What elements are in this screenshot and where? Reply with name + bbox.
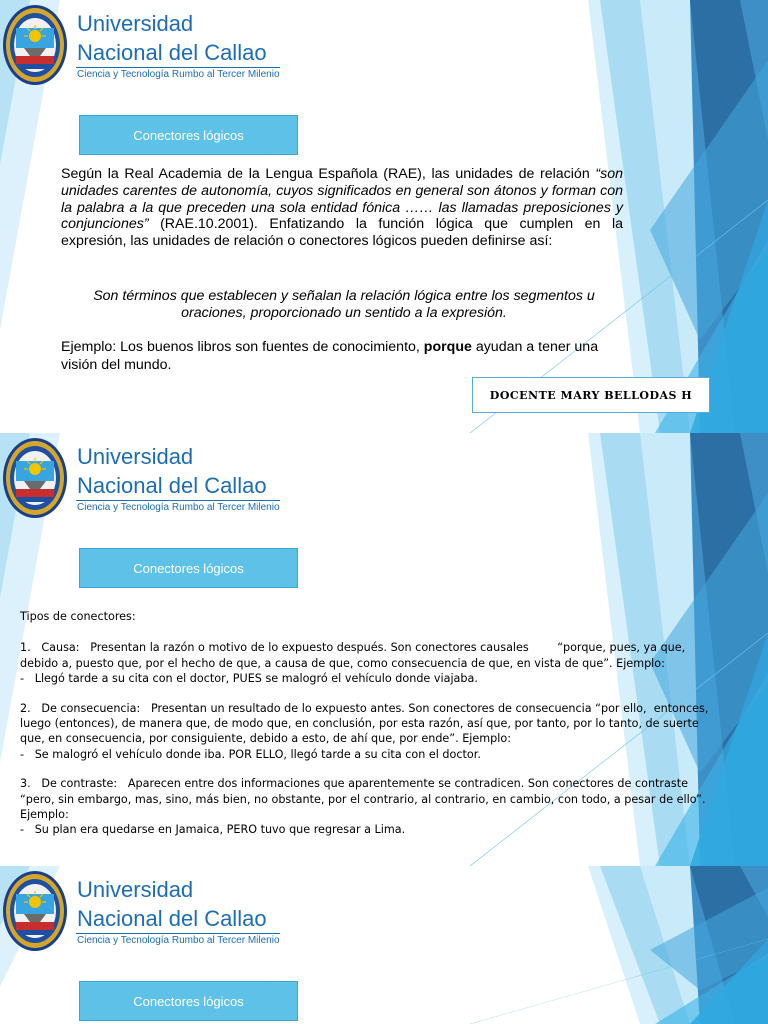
example-connector: porque: [423, 339, 472, 355]
example-rest: ayudan a tener una visión del mundo.: [61, 339, 599, 373]
slide-title-box: Conectores lógicos: [79, 981, 298, 1021]
causa-line: debido a, puesto que, por el hecho de que, a causa de que, como consecuencia de que, en vista de que”. Ejemplo:: [20, 656, 665, 670]
university-name-line1: Universidad: [77, 11, 194, 36]
contraste-line: “pero, sin embargo, mas, sino, más bien, no obstante, por el contrario, al contrario, en cambio, con todo, a pesar de ello”.: [20, 792, 706, 806]
university-name-line2: Nacional del Callao: [77, 906, 267, 931]
contraste-example: - Su plan era quedarse en Jamaica, PERO tuvo que regresar a Lima.: [20, 823, 406, 837]
slide-title-box: Conectores lógicos: [79, 548, 298, 588]
slide-3: [0, 866, 768, 1024]
slide-2: [0, 433, 768, 866]
example-label: Ejemplo: Los buenos libros son fuentes de conocimiento,: [61, 339, 424, 355]
consecuencia-line: que, en consecuencia, por consiguiente, debido a esto, de ahí que, por ende”. Ejemplo:: [20, 732, 511, 746]
consecuencia-line: luego (entonces), de manera que, de modo que, en conclusión, por esta razón, así que, por tanto, por lo tanto, de suerte: [20, 717, 699, 731]
causa-line: 1. Causa: Presentan la razón o motivo de lo expuesto después. Son conectores causales “porque, pues, ya que,: [20, 641, 686, 655]
contraste-line: Ejemplo:: [20, 808, 69, 822]
example-text: [61, 339, 631, 374]
docente-label: DOCENTE MARY BELLODAS H: [472, 377, 710, 413]
consecuencia-example: - Se malogró el vehículo donde iba. POR ELLO, llegó tarde a su cita con el doctor.: [20, 747, 481, 761]
university-tagline: Ciencia y Tecnología Rumbo al Tercer Milenio: [77, 935, 280, 946]
university-name-line2: Nacional del Callao: [77, 40, 267, 65]
title-underline: [76, 933, 280, 934]
intro-quote: “son unidades carentes de autonomía, cuyos significados en general son átonos y forman con la palabra a la que preceden una sola entidad fónica …… las llamadas preposiciones y conjunciones”: [61, 166, 623, 233]
intro-text-b: (RAE.10.2001). Enfatizando la función lógica que cumplen en la expresión, las unidades de relación o conectores lógicos pueden definirse así:: [61, 216, 623, 250]
university-tagline: Ciencia y Tecnología Rumbo al Tercer Milenio: [77, 69, 280, 80]
types-heading: Tipos de conectores:: [20, 610, 136, 623]
slide-1: [0, 0, 768, 433]
slide-title-box: Conectores lógicos: [79, 115, 298, 155]
university-name-line1: Universidad: [77, 877, 194, 902]
university-seal-icon: [2, 437, 68, 519]
intro-paragraph: [61, 166, 623, 250]
university-name-line2: Nacional del Callao: [77, 473, 267, 498]
university-seal-icon: [2, 870, 68, 952]
connector-types-list: [20, 609, 740, 838]
university-tagline: Ciencia y Tecnología Rumbo al Tercer Milenio: [77, 502, 280, 513]
definition-text: Son términos que establecen y señalan la relación lógica entre los segmentos u oraciones, proporcionado un sentido a la expresión.: [93, 288, 595, 321]
title-underline: [76, 67, 280, 68]
title-underline: [76, 500, 280, 501]
intro-text-a: Según la Real Academia de la Lengua Española (RAE), las unidades de relación: [61, 166, 596, 182]
causa-example: - Llegó tarde a su cita con el doctor, PUES se malogró el vehículo donde viajaba.: [20, 672, 478, 686]
contraste-line: 3. De contraste: Aparecen entre dos informaciones que aparentemente se contradicen. Son conectores de contraste: [20, 777, 688, 791]
university-name-line1: Universidad: [77, 444, 194, 469]
consecuencia-line: 2. De consecuencia: Presentan un resultado de lo expuesto antes. Son conectores de consecuencia “por ello, entonces,: [20, 701, 709, 715]
university-seal-icon: [2, 4, 68, 86]
